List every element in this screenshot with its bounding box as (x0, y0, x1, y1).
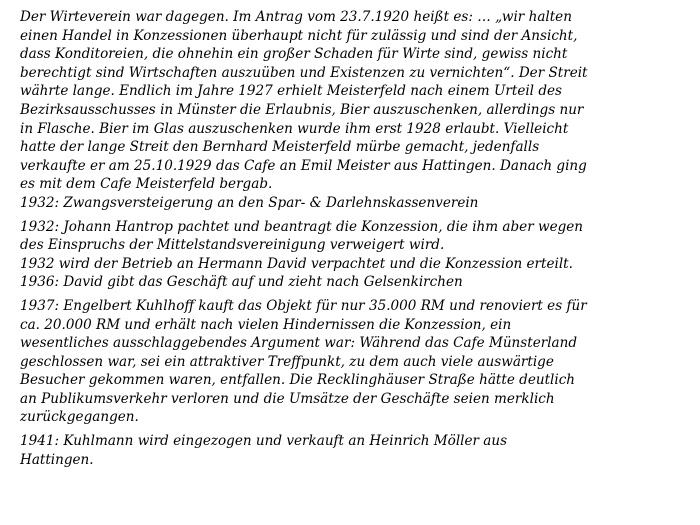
text-line: wesentliches ausschlaggebendes Argument war: Während das Cafe Münsterland (20, 335, 578, 352)
text-line: hatte der lange Streit den Bernhard Meisterfeld mürbe gemacht, jedenfalls (20, 139, 540, 156)
text-line: währte lange. Endlich im Jahre 1927 erhielt Meisterfeld nach einem Urteil des (20, 83, 562, 100)
text-line: es mit dem Cafe Meisterfeld bergab. (20, 176, 273, 193)
paragraph-streit (20, 8, 698, 213)
text-line: Hattingen. (20, 451, 94, 468)
text-line: dass Konditoreien, die ohnehin ein großer Schaden für Wirte sind, gewiss nicht (20, 46, 568, 63)
text-line: 1936: David gibt das Geschäft auf und zieht nach Gelsenkirchen (20, 274, 463, 291)
text-line: ca. 20.000 RM und erhält nach vielen Hindernissen die Konzession, ein (20, 316, 512, 333)
text-line: Besucher gekommen waren, entfallen. Die Recklinghäuser Straße hätte deutlich (20, 372, 576, 389)
text-line: des Einspruchs der Mittelstandsvereinigung verweigert wird. (20, 237, 445, 254)
text-line: verkaufte er am 25.10.1929 das Cafe an Emil Meister aus Hattingen. Danach ging (20, 157, 587, 174)
paragraph-pacht (20, 218, 698, 292)
text-line: einen Handel in Konzessionen überhaupt nicht für zulässig und sind der Ansicht, (20, 27, 578, 44)
document-page (20, 8, 698, 474)
text-line: 1932: Zwangsversteigerung an den Spar- & Darlehnskassenverein (20, 194, 479, 211)
text-line: 1937: Engelbert Kuhlhoff kauft das Objekt für nur 35.000 RM und renoviert es für (20, 297, 587, 314)
text-line: Der Wirteverein war dagegen. Im Antrag vom 23.7.1920 heißt es: … „wir halten (20, 9, 572, 25)
text-line: in Flasche. Bier im Glas auszuschenken wurde ihm erst 1928 erlaubt. Vielleicht (20, 120, 569, 137)
text-line: 1941: Kuhlmann wird eingezogen und verkauft an Heinrich Möller aus (20, 433, 508, 450)
text-line: Bezirksausschusses in Münster die Erlaubnis, Bier auszuschenken, allerdings nur (20, 101, 584, 118)
text-line: 1932 wird der Betrieb an Hermann David verpachtet und die Konzession erteilt. (20, 255, 573, 272)
text-line: 1932: Johann Hantrop pachtet und beantragt die Konzession, die ihm aber wegen (20, 218, 584, 235)
paragraph-moeller (20, 432, 698, 469)
text-line: an Publikumsverkehr verloren und die Umsätze der Geschäfte seien merklich (20, 390, 555, 407)
text-line: geschlossen war, sei ein attraktiver Treffpunkt, zu dem auch viele auswärtige (20, 353, 554, 370)
text-line: berechtigt sind Wirtschaften auszuüben und Existenzen zu vernichten“. Der Streit (20, 64, 588, 81)
text-line: zurückgegangen. (20, 409, 139, 426)
paragraph-kuhlhoff (20, 297, 698, 427)
